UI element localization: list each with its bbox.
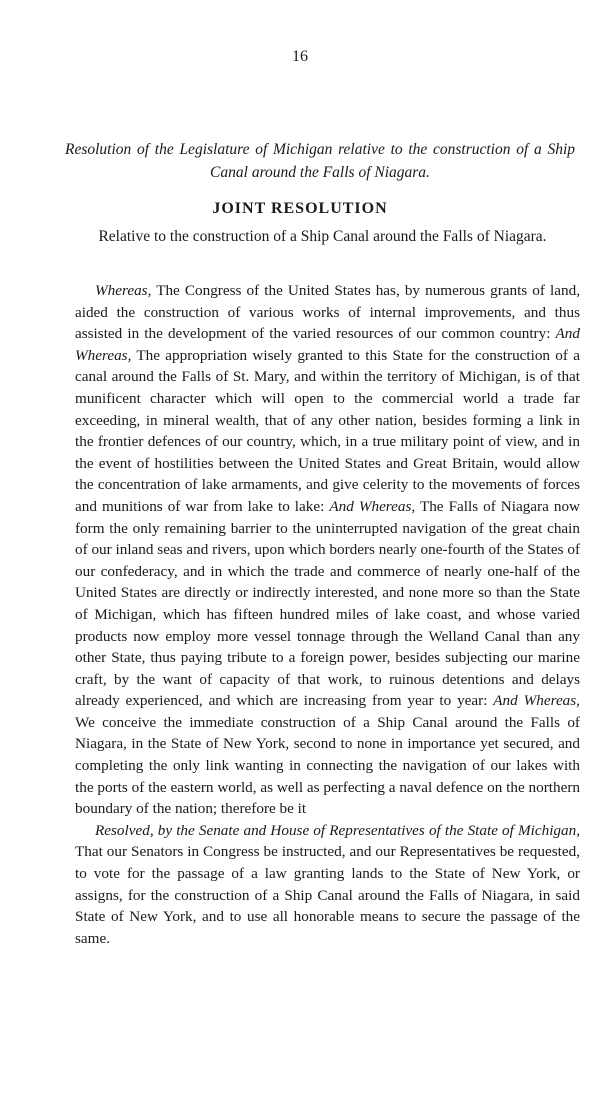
page-number: 16 bbox=[292, 48, 308, 65]
clause-1: The Congress of the United States has, by numerous grants of land, aided the construction of various works of internal improvements, and thus assisted in the development of the varied resources of our common country: bbox=[75, 282, 580, 343]
resolution-body bbox=[75, 280, 580, 949]
clause-3: The Falls of Niagara now form the only remaining barrier to the uninterrupted navigation of the great chain of our inland seas and rivers, upon which borders nearly one-fourth of the States of our confederacy, and in which the trade and commerce of nearly one-half of the United States are directly or indirectly interested, and none more so than the State of Michigan, which has fifteen hundred miles of lake coast, and whose varied products now employ more vessel tonnage through the Welland Canal than any other State, thus paying tribute to a foreign power, besides subjecting our marine craft, by the want of capacity of that work, to ruinous detentions and delays already experienced, and which are increasing from year to year: bbox=[75, 497, 581, 710]
resolution-subject: Relative to the construction of a Ship Canal around the Falls of Niagara. bbox=[98, 228, 547, 245]
resolved-paragraph bbox=[75, 820, 580, 950]
whereas-4: And Whereas, bbox=[493, 692, 580, 710]
clause-2: The appropriation wisely granted to this State for the construction of a canal around the Falls of St. Mary, and within the territory of Michigan, is of that munificent character which will open to the commercial world a trade far exceeding, in mineral wealth, that of any other nation, besides forming a link in the frontier defences of our country, which, in a true military point of view, and in the event of hostilities between the United States and Great Britain, would allow the concentration of lake armaments, and give celerity to the movements of forces and munitions of war from lake to lake: bbox=[75, 346, 580, 515]
resolved-lead: Resolved, by the Senate and House of Representatives of the State of Michigan, bbox=[95, 821, 580, 839]
joint-resolution-title: JOINT RESOLUTION bbox=[212, 200, 388, 217]
clause-4: We conceive the immediate construction of a Ship Canal around the Falls of Niagara, in the State of New York, second to none in importance yet secured, and completing the only link wanting in connecting the navigation of our lakes with the ports of the eastern world, as well as perfecting a naval defence on the northern boundary of the nation; therefore be it bbox=[75, 713, 580, 818]
resolution-heading: Resolution of the Legislature of Michigan relative to the construction of a Ship Canal around the Falls of Niagara. bbox=[65, 141, 575, 181]
whereas-1: Whereas, bbox=[95, 282, 152, 299]
resolved-clause: That our Senators in Congress be instructed, and our Representatives be requested, to vote for the passage of a law granting lands to the State of New York, or assigns, for the construction of a Ship Canal around the Falls of Niagara, in said State of New York, and to use all honorable means to secure the passage of the same. bbox=[75, 843, 580, 947]
whereas-paragraph bbox=[75, 280, 580, 820]
whereas-2: And Whereas, bbox=[75, 325, 580, 364]
whereas-3: And Whereas, bbox=[329, 497, 416, 515]
